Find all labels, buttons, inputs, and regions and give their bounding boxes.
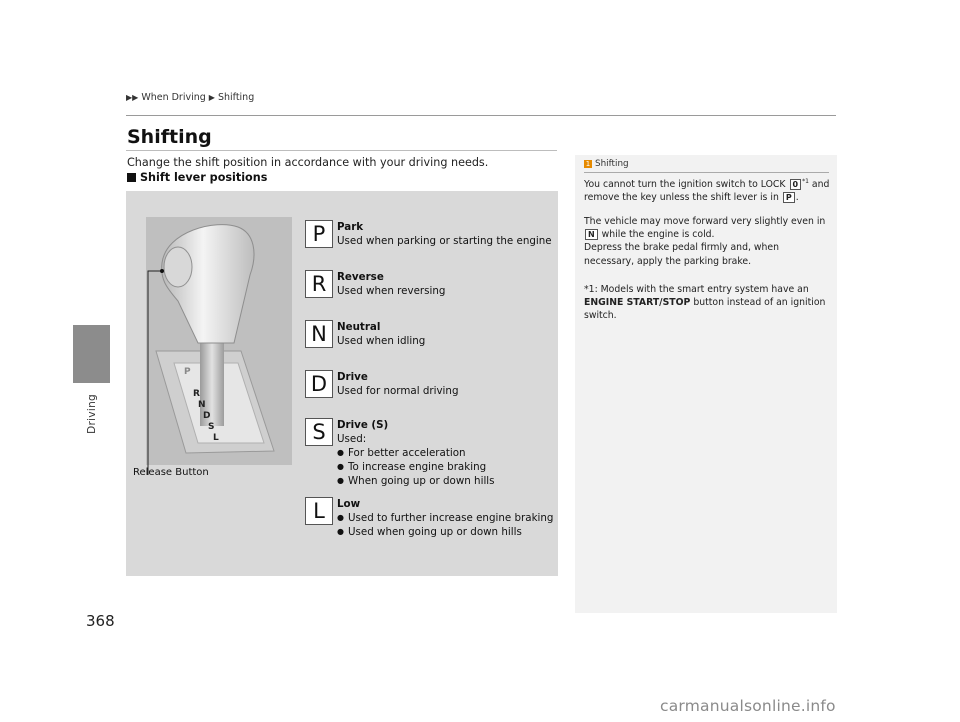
sidebar-bold-text: ENGINE START/STOP [584,297,691,309]
intro-text: Change the shift position in accordance with your driving needs. [127,156,489,169]
gate-letter-n: N [198,400,206,410]
sidebar-text: and remove the key unless the shift lever is in [584,179,830,204]
gate-letter-s: S [208,422,215,432]
gear-p-icon: P [305,220,333,248]
position-desc: Used: [337,433,367,445]
header-divider [126,115,836,116]
breadcrumb-item-when-driving[interactable]: When Driving [141,92,206,103]
gear-d-icon: D [305,370,333,398]
position-bullet: ● Used to further increase engine braking [337,511,553,525]
position-name: Drive (S) [337,419,389,431]
sidebar-text: *1: Models with the smart entry system have an [584,284,809,295]
position-desc: Used for normal driving [337,385,459,397]
watermark: carmanualsonline.info [660,697,836,715]
footnote-ref[interactable]: *1 [802,178,809,185]
position-name: Park [337,221,364,233]
chapter-tab [73,325,110,383]
position-desc: Used when reversing [337,285,446,297]
page-title: Shifting [127,126,212,148]
gear-l-icon: L [305,497,333,525]
position-bullet: ● When going up or down hills [337,474,495,488]
sidebar-paragraph [584,215,832,268]
title-divider [126,150,557,151]
sidebar-text: Depress the brake pedal firmly and, when necessary, apply the parking brake. [584,242,779,267]
section-heading [127,171,267,184]
gear-s-icon: S [305,418,333,446]
note-marker-icon: 1 [585,160,591,168]
release-button-label: Release Button [133,467,209,478]
position-bullet: ● Used when going up or down hills [337,525,553,539]
page-number: 368 [86,612,115,630]
sidebar-divider [584,172,829,173]
sidebar-text: . [795,192,799,204]
sidebar-text: while the engine is cold. [601,229,715,241]
leader-dot [160,269,164,273]
breadcrumb-arrow-icon: ▶ [208,93,215,102]
position-name: Reverse [337,271,384,283]
sidebar-text: button instead of an ignition switch. [584,297,826,322]
sidebar-text: The vehicle may move forward very slightly even in [584,216,826,227]
square-bullet-icon [127,173,136,182]
sidebar-note [575,155,837,613]
lock-key-icon: 0 [790,179,802,190]
neutral-key-icon: N [585,229,598,240]
park-key-icon: P [783,192,795,203]
gate-letter-d: D [203,411,211,421]
position-name: Neutral [337,321,381,333]
breadcrumb-item-shifting[interactable]: Shifting [217,92,255,103]
gate-letter-p: P [184,367,191,377]
breadcrumb-arrow-icon: ▶▶ [126,93,139,102]
gear-r-icon: R [305,270,333,298]
position-name: Low [337,498,361,510]
position-desc: Used when idling [337,335,426,347]
sidebar-paragraph [584,283,832,323]
release-button [164,247,192,287]
sidebar-text: You cannot turn the ignition switch to LOCK [584,179,786,190]
position-bullet: ● To increase engine braking [337,460,495,474]
sidebar-heading-text: Shifting [595,159,629,169]
gate-letter-r: R [193,389,200,399]
section-heading-text: Shift lever positions [140,171,268,184]
chapter-tab-label: Driving [86,394,98,434]
position-name: Drive [337,371,368,383]
sidebar-heading [584,159,629,169]
breadcrumb [126,92,254,103]
position-bullet: ● For better acceleration [337,446,495,460]
position-desc: Used when parking or starting the engine [337,235,552,247]
gear-n-icon: N [305,320,333,348]
gate-letter-l: L [213,433,219,443]
sidebar-paragraph [584,175,832,204]
shift-lever-figure [126,191,558,576]
